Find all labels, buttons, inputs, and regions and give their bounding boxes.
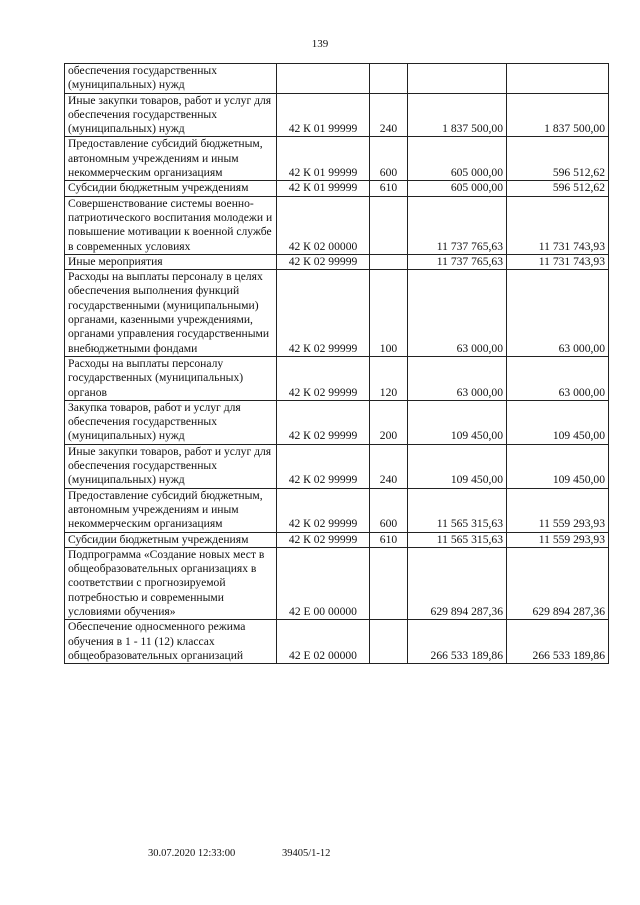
row-actual-amount-cell: 11 559 293,93 xyxy=(507,488,609,532)
table-row xyxy=(65,547,609,619)
table-row xyxy=(65,181,609,196)
row-name-cell: Закупка товаров, работ и услуг для обеспечения государственных (муниципальных) нужд xyxy=(65,400,277,444)
row-code-cell: 42 К 02 99999 xyxy=(277,254,370,269)
row-actual-amount-cell: 266 533 189,86 xyxy=(507,620,609,664)
row-type-cell: 120 xyxy=(370,356,408,400)
row-type-cell: 200 xyxy=(370,400,408,444)
row-actual-amount-cell: 109 450,00 xyxy=(507,400,609,444)
table-row xyxy=(65,620,609,664)
row-name-cell: Расходы на выплаты персоналу государственных (муниципальных) органов xyxy=(65,356,277,400)
row-code-cell: 42 К 02 99999 xyxy=(277,356,370,400)
row-type-cell: 600 xyxy=(370,488,408,532)
row-code-cell: 42 К 01 99999 xyxy=(277,181,370,196)
row-code-cell xyxy=(277,64,370,94)
row-planned-amount-cell: 11 737 765,63 xyxy=(408,196,507,254)
row-planned-amount-cell: 11 565 315,63 xyxy=(408,488,507,532)
row-planned-amount-cell: 109 450,00 xyxy=(408,400,507,444)
row-code-cell: 42 К 02 00000 xyxy=(277,196,370,254)
budget-table-body xyxy=(65,64,609,664)
row-planned-amount-cell: 605 000,00 xyxy=(408,137,507,181)
row-type-cell: 240 xyxy=(370,93,408,137)
footer-document-code: 39405/1-12 xyxy=(282,848,331,859)
row-actual-amount-cell: 596 512,62 xyxy=(507,181,609,196)
row-code-cell: 42 К 01 99999 xyxy=(277,137,370,181)
row-planned-amount-cell: 63 000,00 xyxy=(408,356,507,400)
budget-table xyxy=(64,63,609,664)
row-name-cell: Иные закупки товаров, работ и услуг для обеспечения государственных (муниципальных) нужд xyxy=(65,93,277,137)
row-planned-amount-cell: 109 450,00 xyxy=(408,444,507,488)
row-actual-amount-cell: 11 731 743,93 xyxy=(507,196,609,254)
row-type-cell xyxy=(370,254,408,269)
table-row xyxy=(65,196,609,254)
row-type-cell: 600 xyxy=(370,137,408,181)
row-name-cell: Предоставление субсидий бюджетным, автономным учреждениям и иным некоммерческим организациям xyxy=(65,137,277,181)
row-type-cell xyxy=(370,64,408,94)
row-actual-amount-cell: 596 512,62 xyxy=(507,137,609,181)
row-planned-amount-cell: 11 565 315,63 xyxy=(408,532,507,547)
row-code-cell: 42 К 02 99999 xyxy=(277,400,370,444)
row-code-cell: 42 К 02 99999 xyxy=(277,270,370,357)
row-actual-amount-cell: 11 559 293,93 xyxy=(507,532,609,547)
row-planned-amount-cell xyxy=(408,64,507,94)
row-planned-amount-cell: 63 000,00 xyxy=(408,270,507,357)
row-name-cell: Иные мероприятия xyxy=(65,254,277,269)
row-code-cell: 42 Е 00 00000 xyxy=(277,547,370,619)
row-name-cell: Подпрограмма «Создание новых мест в общеобразовательных организациях в соответствии с прогнозируемой потребностью и современными условиями обучения» xyxy=(65,547,277,619)
row-actual-amount-cell: 63 000,00 xyxy=(507,356,609,400)
row-actual-amount-cell: 11 731 743,93 xyxy=(507,254,609,269)
table-row xyxy=(65,532,609,547)
row-code-cell: 42 К 02 99999 xyxy=(277,532,370,547)
row-actual-amount-cell xyxy=(507,64,609,94)
row-name-cell: Иные закупки товаров, работ и услуг для обеспечения государственных (муниципальных) нужд xyxy=(65,444,277,488)
row-name-cell: обеспечения государственных (муниципальных) нужд xyxy=(65,64,277,94)
row-actual-amount-cell: 109 450,00 xyxy=(507,444,609,488)
table-row xyxy=(65,64,609,94)
table-row xyxy=(65,93,609,137)
row-name-cell: Предоставление субсидий бюджетным, автономным учреждениям и иным некоммерческим организациям xyxy=(65,488,277,532)
row-name-cell: Совершенствование системы военно-патриотического воспитания молодежи и повышение мотивации к военной службе в современных условиях xyxy=(65,196,277,254)
row-type-cell: 100 xyxy=(370,270,408,357)
row-type-cell: 240 xyxy=(370,444,408,488)
row-code-cell: 42 К 02 99999 xyxy=(277,488,370,532)
row-code-cell: 42 К 02 99999 xyxy=(277,444,370,488)
table-row xyxy=(65,270,609,357)
row-planned-amount-cell: 11 737 765,63 xyxy=(408,254,507,269)
row-planned-amount-cell: 1 837 500,00 xyxy=(408,93,507,137)
table-row xyxy=(65,137,609,181)
row-actual-amount-cell: 63 000,00 xyxy=(507,270,609,357)
row-type-cell: 610 xyxy=(370,532,408,547)
table-row xyxy=(65,444,609,488)
table-row xyxy=(65,254,609,269)
table-row xyxy=(65,400,609,444)
row-code-cell: 42 Е 02 00000 xyxy=(277,620,370,664)
table-row xyxy=(65,488,609,532)
row-type-cell xyxy=(370,547,408,619)
row-name-cell: Обеспечение односменного режима обучения в 1 - 11 (12) классах общеобразовательных организаций xyxy=(65,620,277,664)
footer-timestamp: 30.07.2020 12:33:00 xyxy=(148,848,236,859)
row-actual-amount-cell: 629 894 287,36 xyxy=(507,547,609,619)
table-row xyxy=(65,356,609,400)
row-name-cell: Субсидии бюджетным учреждениям xyxy=(65,532,277,547)
row-actual-amount-cell: 1 837 500,00 xyxy=(507,93,609,137)
page-number: 139 xyxy=(311,38,329,50)
row-planned-amount-cell: 629 894 287,36 xyxy=(408,547,507,619)
row-type-cell: 610 xyxy=(370,181,408,196)
row-name-cell: Расходы на выплаты персоналу в целях обеспечения выполнения функций государственными (муниципальными) органами, казенными учреждениями, органами управления государственными внебюджетными фондами xyxy=(65,270,277,357)
row-type-cell xyxy=(370,620,408,664)
row-name-cell: Субсидии бюджетным учреждениям xyxy=(65,181,277,196)
row-code-cell: 42 К 01 99999 xyxy=(277,93,370,137)
row-planned-amount-cell: 266 533 189,86 xyxy=(408,620,507,664)
row-planned-amount-cell: 605 000,00 xyxy=(408,181,507,196)
row-type-cell xyxy=(370,196,408,254)
